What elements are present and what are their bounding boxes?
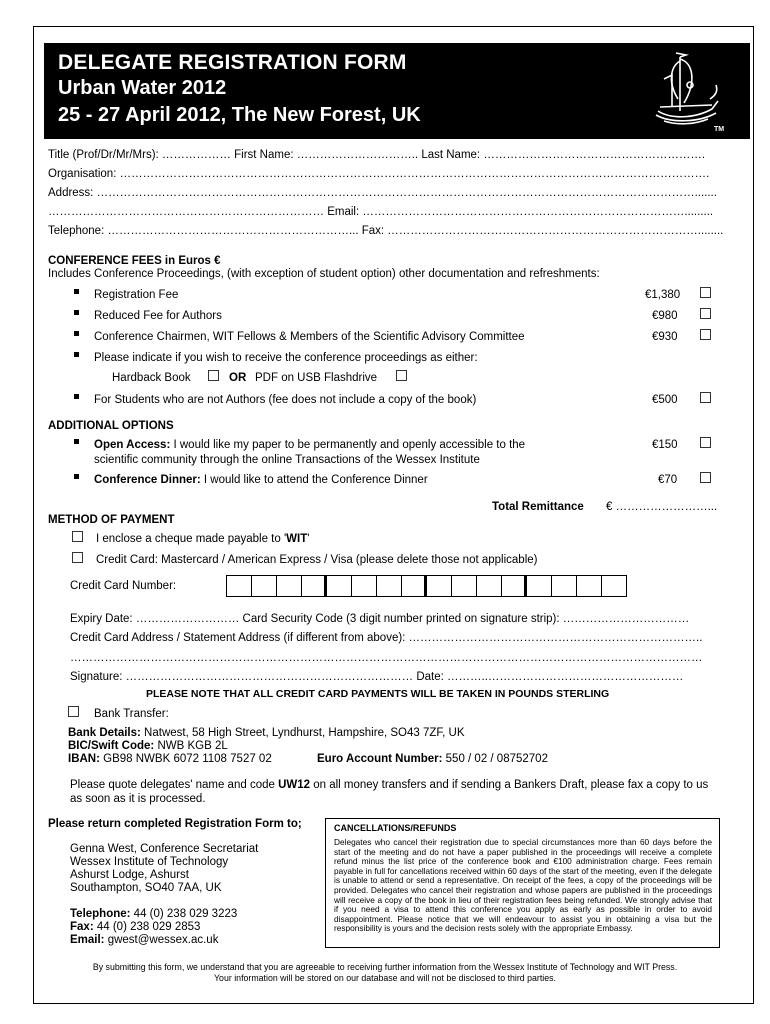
cheque-label <box>96 533 309 545</box>
cancellations-text: Delegates who cancel their registration due to special circumstances more than 60 days before the start of the meeting and do not have a paper published in the proceedings will receive a complete refund minus the list price of the conference book and €100 administration charge. Fees remain payable in full for cancellations received within 60 days of the start of the meeting, even if the delegate is unable to attend or send a representative. On receipt of the fees, a copy of the proceedings will be provided. Delegates who cancel their registration and whose papers are published in the proceedings will receive a copy of the book in lieu of their registration fees being refunded. We strongly advise that if you need a visa to attend this conference you apply as early as possible in order to avoid disappointment. Please notice that we will endeavour to assist you in obtaining a visa but the responsibility is yours and the decision rests solely with the appropriate Embassy. <box>334 837 712 934</box>
cc-digit-box[interactable] <box>552 575 577 597</box>
iban-label: IBAN: <box>68 753 100 765</box>
footer-note <box>40 962 730 984</box>
cc-digit-box[interactable] <box>477 575 502 597</box>
additional-options-heading: ADDITIONAL OPTIONS <box>48 420 174 432</box>
students-fee-checkbox[interactable] <box>700 392 711 403</box>
fax-value: 44 (0) 238 029 2853 <box>93 921 201 933</box>
bullet <box>74 310 79 315</box>
return-telephone <box>70 908 237 920</box>
telephone-label: Telephone: <box>70 908 131 920</box>
cc-number-grid[interactable] <box>226 575 627 597</box>
cancellations-box <box>325 818 720 948</box>
dinner-checkbox[interactable] <box>700 472 711 483</box>
euro-account-label: Euro Account Number: <box>317 753 443 765</box>
dinner-text: I would like to attend the Conference Dinner <box>200 474 428 486</box>
proceedings-prompt: Please indicate if you wish to receive the conference proceedings as either: <box>94 352 478 364</box>
email-label: Email: <box>70 934 105 946</box>
reduced-fee-price: €980 <box>652 310 678 322</box>
dinner-bold: Conference Dinner: <box>94 474 201 486</box>
signature-date-field[interactable]: Signature: ………………………………………………………………… Date: ………..…………………………………………… <box>70 671 684 683</box>
euro-account-value: 550 / 02 / 08752702 <box>442 753 548 765</box>
return-address-line: Southampton, SO40 7AA, UK <box>70 882 222 894</box>
open-access-text: I would like my paper to be permanently and openly accessible to the <box>170 439 526 451</box>
footer-line-2: Your information will be stored on our database and will not be disclosed to third parties. <box>214 973 556 983</box>
quote-code: UW12 <box>278 779 311 791</box>
cc-digit-box[interactable] <box>302 575 327 597</box>
return-heading: Please return completed Registration Form to; <box>48 818 302 830</box>
chairmen-fee-label: Conference Chairmen, WIT Fellows & Members of the Scientific Advisory Committee <box>94 331 525 343</box>
dinner-label <box>94 474 428 486</box>
bic-label: BIC/Swift Code: <box>68 740 155 752</box>
total-remittance-label: Total Remittance <box>492 501 584 513</box>
cc-digit-box[interactable] <box>277 575 302 597</box>
bullet <box>74 289 79 294</box>
registration-fee-price: €1,380 <box>645 289 681 301</box>
cc-digit-box[interactable] <box>327 575 352 597</box>
quote-code-note <box>70 779 708 791</box>
credit-card-label: Credit Card: Mastercard / American Express / Visa (please delete those not applicable) <box>96 554 538 566</box>
iban-value: GB98 NWBK 6072 1108 7527 02 <box>99 753 272 765</box>
chairmen-fee-checkbox[interactable] <box>700 329 711 340</box>
bullet <box>74 474 79 479</box>
return-fax <box>70 921 200 933</box>
bank-details-label: Bank Details: <box>68 727 141 739</box>
email-value[interactable]: gwest@wessex.ac.uk <box>104 934 219 946</box>
bank-transfer-label: Bank Transfer: <box>94 708 169 720</box>
cc-address-field-2[interactable]: ………………………………………………………………………………………………………………………………………………… <box>70 652 703 664</box>
bullet <box>74 394 79 399</box>
bank-details-value: Natwest, 58 High Street, Lyndhurst, Hampshire, SO43 7ZF, UK <box>140 727 465 739</box>
registration-fee-label: Registration Fee <box>94 289 179 301</box>
cc-digit-box[interactable] <box>527 575 552 597</box>
cc-digit-box[interactable] <box>502 575 527 597</box>
payment-heading: METHOD OF PAYMENT <box>48 514 175 526</box>
open-access-label <box>94 439 525 451</box>
fax-label: Fax: <box>70 921 94 933</box>
bic-value: NWB KGB 2L <box>154 740 228 752</box>
quote-code-note-2: as soon as it is processed. <box>70 793 206 805</box>
cc-digit-box[interactable] <box>252 575 277 597</box>
bullet <box>74 352 79 357</box>
total-remittance-field[interactable]: € ……………………... <box>606 501 718 513</box>
hardback-label: Hardback Book <box>112 372 191 384</box>
reduced-fee-label: Reduced Fee for Authors <box>94 310 222 322</box>
or-label: OR <box>229 372 247 384</box>
sterling-note: PLEASE NOTE THAT ALL CREDIT CARD PAYMENTS WILL BE TAKEN IN POUNDS STERLING <box>146 688 610 700</box>
conference-dates: 25 - 27 April 2012, The New Forest, UK <box>58 104 421 126</box>
registration-fee-checkbox[interactable] <box>700 287 711 298</box>
cheque-pre: I enclose a cheque made payable to ' <box>96 533 287 545</box>
open-access-price: €150 <box>652 439 678 451</box>
bullet <box>74 331 79 336</box>
cc-number-label: Credit Card Number: <box>70 580 177 592</box>
expiry-security-field[interactable]: Expiry Date: ……………………… Card Security Code (3 digit number printed on signature strip): …………………………… <box>70 613 690 625</box>
cc-digit-box[interactable] <box>452 575 477 597</box>
cc-digit-box[interactable] <box>427 575 452 597</box>
cc-digit-box[interactable] <box>227 575 252 597</box>
bullet <box>74 439 79 444</box>
open-access-bold: Open Access: <box>94 439 171 451</box>
chairmen-fee-price: €930 <box>652 331 678 343</box>
email-field[interactable]: ……………………………………………………………… Email: …………………………………………………………………………......... <box>48 206 714 218</box>
wit-ship-logo-icon <box>650 49 738 135</box>
organisation-field[interactable]: Organisation: ………………………………………………………………………………………………………………………………………. <box>48 168 710 180</box>
return-address-line: Genna West, Conference Secretariat <box>70 843 259 855</box>
usb-checkbox[interactable] <box>396 370 407 381</box>
trademark-mark: TM <box>714 126 725 133</box>
iban <box>68 753 272 765</box>
bic-code <box>68 740 228 752</box>
cheque-payee: WIT <box>286 533 308 545</box>
students-fee-price: €500 <box>652 394 678 406</box>
telephone-value: 44 (0) 238 029 3223 <box>130 908 238 920</box>
conference-name: Urban Water 2012 <box>58 77 227 99</box>
return-address-line: Ashurst Lodge, Ashurst <box>70 869 189 881</box>
title-name-field[interactable]: Title (Prof/Dr/Mr/Mrs): ……………… First Name: ………………………….. Last Name: …………………………………………………. <box>48 149 706 161</box>
hardback-checkbox[interactable] <box>208 370 219 381</box>
telephone-fax-field[interactable]: Telephone: ………………………………………………………... Fax: ………………………………………………………………………........ <box>48 225 724 237</box>
quote-post: on all money transfers and if sending a Bankers Draft, please fax a copy to us <box>310 779 709 791</box>
conference-fees-heading: CONFERENCE FEES in Euros € <box>48 255 221 267</box>
students-fee-label: For Students who are not Authors (fee does not include a copy of the book) <box>94 394 477 406</box>
cc-digit-box[interactable] <box>402 575 427 597</box>
cc-digit-box[interactable] <box>352 575 377 597</box>
reduced-fee-checkbox[interactable] <box>700 308 711 319</box>
cheque-post: ' <box>307 533 310 545</box>
quote-pre: Please quote delegates' name and code <box>70 779 279 791</box>
credit-card-checkbox[interactable] <box>72 552 83 563</box>
cc-digit-box[interactable] <box>577 575 602 597</box>
return-email <box>70 934 218 946</box>
form-header <box>44 43 750 139</box>
euro-account <box>317 753 548 765</box>
dinner-price: €70 <box>658 474 678 486</box>
form-title: DELEGATE REGISTRATION FORM <box>58 51 407 74</box>
footer-line-1: By submitting this form, we understand that you are agreeable to receiving further information from the Wessex Institute of Technology and WIT Press. <box>92 962 678 972</box>
return-address-line: Wessex Institute of Technology <box>70 856 229 868</box>
bank-transfer-checkbox[interactable] <box>68 706 79 717</box>
cheque-checkbox[interactable] <box>72 531 83 542</box>
fees-intro: Includes Conference Proceedings, (with exception of student option) other documentation and refreshments: <box>48 268 600 280</box>
cc-digit-box[interactable] <box>377 575 402 597</box>
cancellations-title: CANCELLATIONS/REFUNDS <box>334 823 457 833</box>
open-access-checkbox[interactable] <box>700 437 711 448</box>
usb-label: PDF on USB Flashdrive <box>255 372 378 384</box>
bank-details <box>68 727 465 739</box>
cc-digit-box[interactable] <box>602 575 627 597</box>
cc-address-field[interactable]: Credit Card Address / Statement Address (if different from above): ………………………………………………………………….. <box>70 632 703 644</box>
address-field[interactable]: Address: …………………………………………………………………………………………………………………………………………....... <box>48 187 717 199</box>
open-access-text-2: scientific community through the online Transactions of the Wessex Institute <box>94 454 480 466</box>
